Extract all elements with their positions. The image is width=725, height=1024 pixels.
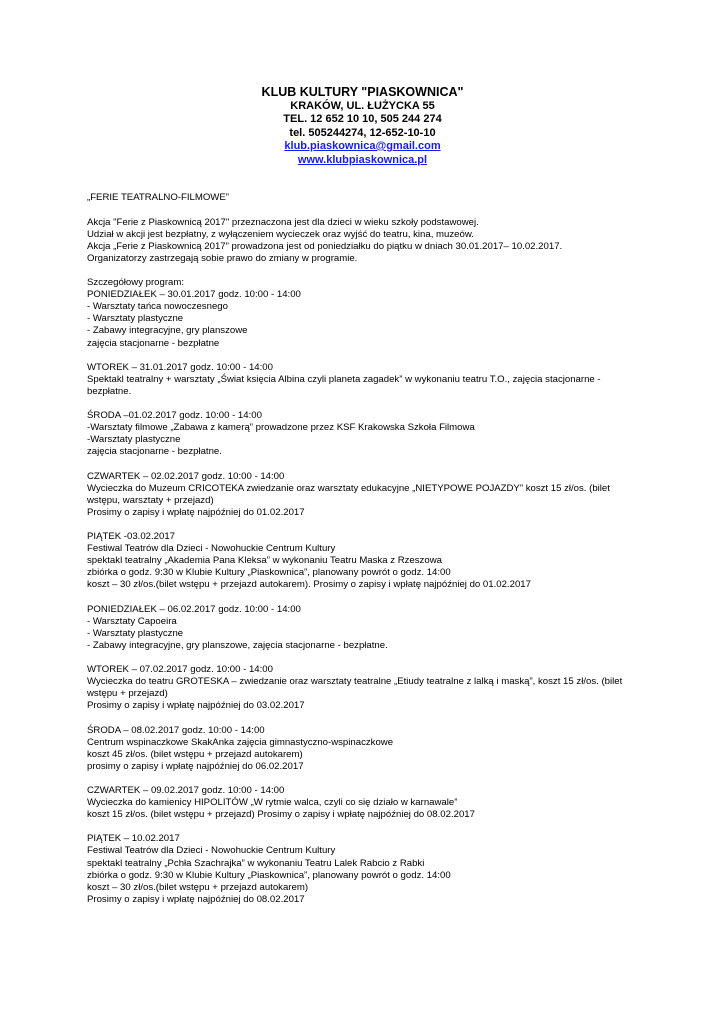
program-line: - Zabawy integracyjne, gry planszowe, zajęcia stacjonarne - bezpłatne.	[87, 639, 388, 651]
program-line: Wycieczka do kamienicy HIPOLITÓW „W rytmie walca, czyli co się działo w karnawale”	[87, 797, 458, 809]
program-line: Wycieczka do Muzeum CRICOTEKA zwiedzanie oraz warsztaty edukacyjne „NIETYPOWE POJAZDY” koszt 15 zł/os. (bilet	[87, 482, 610, 494]
program-line: - Warsztaty tańca nowoczesnego	[87, 301, 228, 313]
program-day-heading: WTOREK – 31.01.2017 godz. 10:00 - 14:00	[87, 361, 273, 373]
program-line: wstępu, warsztaty + przejazd)	[87, 494, 214, 506]
program-day-block	[87, 277, 647, 350]
program-day-block	[87, 410, 647, 458]
program-day-block	[87, 833, 647, 906]
program-schedule	[87, 277, 647, 906]
email-link[interactable]: klub.piaskownica@gmail.com	[284, 140, 441, 152]
program-day-heading: ŚRODA – 08.02.2017 godz. 10:00 - 14:00	[87, 724, 265, 736]
program-line: -Warsztaty filmowe „Zabawa z kamerą” prowadzone przez KSF Krakowska Szkoła Filmowa	[87, 422, 475, 434]
program-day-heading: Szczegółowy program:	[87, 277, 185, 289]
program-line: prosimy o zapisy i wpłatę najpóźniej do 06.02.2017	[87, 760, 304, 772]
club-title: KLUB KULTURY "PIASKOWNICA"	[261, 85, 464, 99]
program-line: koszt 45 zł/os. (bilet wstępu + przejazd autokarem)	[87, 748, 303, 760]
program-day-heading: PIĄTEK – 10.02.2017	[87, 833, 180, 845]
program-day-heading: PIĄTEK -03.02.2017	[87, 531, 175, 543]
program-day-heading: CZWARTEK – 09.02.2017 godz. 10:00 - 14:00	[87, 785, 285, 796]
intro-line: Organizatorzy zastrzegają sobie prawo do zmiany w programie.	[87, 252, 358, 264]
program-line: zbiórka o godz. 9:30 w Klubie Kultury „Piaskownica”, planowany powrót o godz. 14:00	[87, 567, 451, 579]
program-line: spektakl teatralny „Pchła Szachrajka” w wykonaniu Teatru Lalek Rabcio z Rabki	[87, 857, 425, 869]
program-line: Spektakl teatralny + warsztaty „Świat księcia Albina czyli planeta zagadek” w wykonaniu teatru T.O., zajęcia stacjonarne -	[87, 373, 601, 385]
club-phone-1: TEL. 12 652 10 10, 505 244 274	[283, 113, 442, 125]
document-body	[87, 192, 647, 918]
program-line: wstępu + przejazd)	[87, 688, 168, 700]
program-day-block	[87, 362, 647, 398]
program-line: - Warsztaty plastyczne	[87, 627, 184, 639]
program-line: koszt – 30 zł/os.(bilet wstępu + przejazd autokarem). Prosimy o zapisy i wpłatę najpóźniej do 01.02.2017	[87, 579, 531, 591]
program-line: - Warsztaty Capoeira	[87, 615, 177, 627]
intro-line: Akcja "Ferie z Piaskownicą 2017" przeznaczona jest dla dzieci w wieku szkoły podstawowej.	[87, 216, 479, 228]
program-day-heading: PONIEDZIAŁEK – 06.02.2017 godz. 10:00 - 14:00	[87, 603, 301, 615]
program-line: Festiwal Teatrów dla Dzieci - Nowohuckie Centrum Kultury	[87, 845, 336, 857]
intro-paragraph	[87, 217, 647, 265]
program-line: bezpłatne.	[87, 385, 132, 397]
website-link[interactable]: www.klubpiaskownica.pl	[297, 153, 428, 166]
program-day-block	[87, 531, 647, 591]
program-line: spektakl teatralny „Akademia Pana Kleksa” w wykonaniu Teatru Maska z Rzeszowa	[87, 555, 442, 567]
program-line: koszt 15 zł/os. (bilet wstępu + przejazd) Prosimy o zapisy i wpłatę najpóźniej do 08.02.2017	[87, 809, 475, 821]
event-title: „FERIE TEATRALNO-FILMOWE”	[87, 192, 229, 203]
program-day-block	[87, 604, 647, 652]
program-line: Wycieczka do teatru GROTESKA – zwiedzanie oraz warsztaty teatralne „Etiudy teatralne z lalką i maską”, koszt 15 zł/os. (bilet	[87, 676, 623, 688]
program-day-heading: ŚRODA –01.02.2017 godz. 10:00 - 14:00	[87, 410, 262, 422]
club-phone-2: tel. 505244274, 12-652-10-10	[289, 126, 436, 139]
club-header	[0, 86, 725, 167]
program-day-block	[87, 785, 647, 821]
program-day-heading: CZWARTEK – 02.02.2017 godz. 10:00 - 14:00	[87, 470, 285, 482]
program-line: Prosimy o zapisy i wpłatę najpóźniej do 01.02.2017	[87, 506, 305, 518]
program-line: - Zabawy integracyjne, gry planszowe	[87, 325, 248, 337]
program-line: zajęcia stacjonarne - bezpłatne	[87, 337, 220, 349]
club-address: KRAKÓW, UL. ŁUŻYCKA 55	[290, 99, 435, 112]
program-line: - Warsztaty plastyczne	[87, 313, 184, 325]
program-day-heading: WTOREK – 07.02.2017 godz. 10:00 - 14:00	[87, 664, 273, 676]
intro-line: Akcja „Ferie z Piaskownicą 2017” prowadzona jest od poniedziałku do piątku w dniach 30.01.2017– 10.02.2017.	[87, 240, 563, 252]
intro-line: Udział w akcji jest bezpłatny, z wyłączeniem wycieczek oraz wyjść do teatru, kina, muzeów.	[87, 228, 474, 240]
program-line: zajęcia stacjonarne - bezpłatne.	[87, 446, 222, 458]
program-line: -Warsztaty plastyczne	[87, 434, 181, 446]
program-line: koszt – 30 zł/os.(bilet wstępu + przejazd autokarem)	[87, 881, 309, 893]
program-day-block	[87, 471, 647, 519]
program-line: Prosimy o zapisy i wpłatę najpóźniej do 08.02.2017	[87, 893, 305, 905]
program-day-block	[87, 664, 647, 712]
program-line: Centrum wspinaczkowe SkakAnka zajęcia gimnastyczno-wspinaczkowe	[87, 736, 394, 748]
program-line: zbiórka o godz. 9:30 w Klubie Kultury „Piaskownica”, planowany powrót o godz. 14:00	[87, 869, 451, 881]
program-line: PONIEDZIAŁEK – 30.01.2017 godz. 10:00 - 14:00	[87, 289, 301, 301]
program-day-block	[87, 725, 647, 773]
program-line: Festiwal Teatrów dla Dzieci - Nowohuckie Centrum Kultury	[87, 543, 336, 555]
program-line: Prosimy o zapisy i wpłatę najpóźniej do 03.02.2017	[87, 700, 305, 712]
